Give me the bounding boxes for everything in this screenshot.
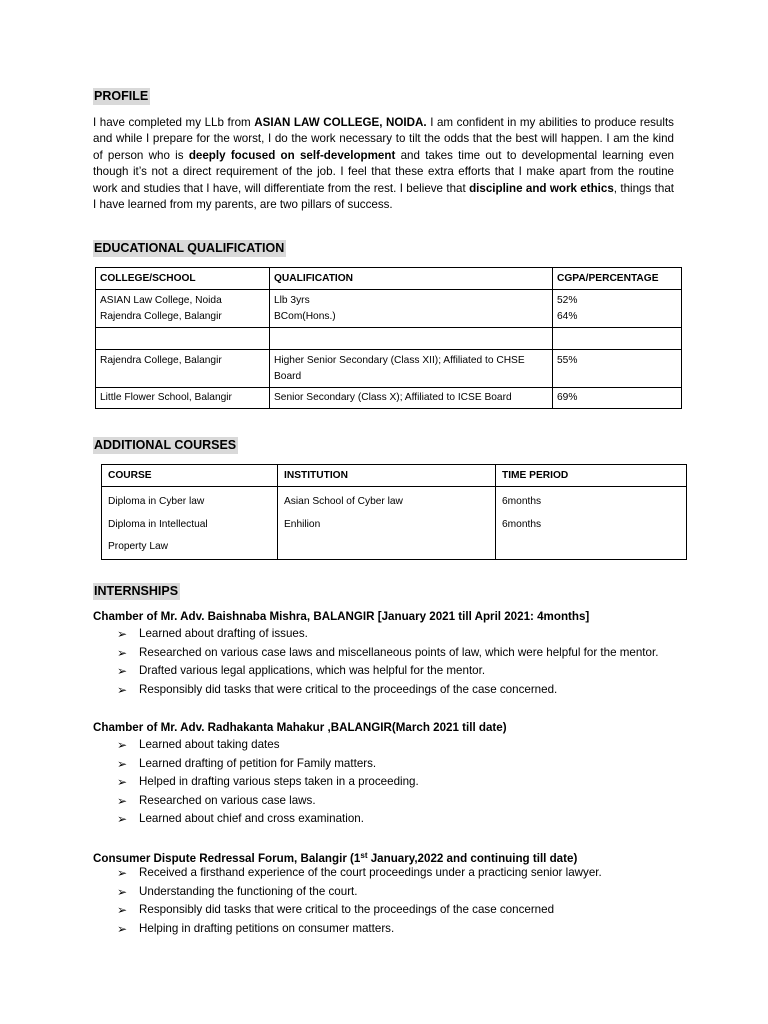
arrow-bullet-icon: ➢ — [116, 812, 128, 827]
table-cell — [96, 290, 270, 328]
table-cell — [102, 487, 278, 560]
list-item — [115, 625, 680, 644]
table-cell — [553, 328, 682, 350]
arrow-bullet-icon: ➢ — [116, 903, 128, 918]
arrow-bullet-icon: ➢ — [116, 664, 128, 679]
bullet-text: Responsibly did tasks that were critical to the proceedings of the case concerned. — [139, 682, 558, 696]
list-item — [115, 736, 680, 755]
table-row — [96, 350, 682, 388]
bullet-text: Drafted various legal applications, which was helpful for the mentor. — [139, 664, 486, 678]
column-header: COLLEGE/SCHOOL — [96, 268, 270, 290]
education-table — [95, 267, 682, 409]
institution: Enhilion — [284, 518, 321, 530]
course-name: Diploma in Cyber law — [108, 496, 205, 507]
table-cell — [278, 487, 496, 560]
college-name: Little Flower School, Balangir — [96, 388, 270, 409]
percentage: 55% — [553, 350, 682, 388]
arrow-bullet-icon: ➢ — [116, 793, 128, 808]
qualification: Llb 3yrs — [274, 295, 310, 306]
time-period: 6months — [502, 496, 542, 507]
list-item — [115, 662, 680, 681]
list-item — [115, 810, 680, 829]
column-header: INSTITUTION — [278, 465, 496, 487]
arrow-bullet-icon: ➢ — [116, 756, 128, 771]
bullet-text: Learned about drafting of issues. — [139, 627, 308, 640]
table-header-row — [96, 268, 682, 290]
profile-text-3: and takes time out to developmental learning even though it’s not a direct requirement of the job. I feel that these extra efforts that I make apart from the routine work and studies that I have, will differentiate from the rest. I believe that — [93, 148, 674, 195]
institution: Asian School of Cyber law — [284, 496, 403, 507]
table-row — [96, 290, 682, 328]
bullet-text: Understanding the functioning of the court. — [139, 884, 358, 898]
internship-1-list — [115, 625, 680, 699]
arrow-bullet-icon: ➢ — [116, 884, 128, 899]
arrow-bullet-icon: ➢ — [116, 921, 128, 936]
course-name: Diploma in Intellectual — [108, 518, 208, 530]
table-cell — [270, 328, 553, 350]
list-item — [115, 864, 680, 883]
internship-title: Chamber of Mr. Adv. Radhakanta Mahakur ,BALANGIR(March 2021 till date) — [93, 721, 507, 734]
table-cell — [496, 487, 687, 560]
college-name: Rajendra College, Balangir — [96, 350, 270, 388]
profile-focus: deeply focused on self-development — [188, 148, 396, 162]
table-cell — [270, 290, 553, 328]
bullet-text: Learned about chief and cross examination. — [139, 812, 364, 826]
college-name: ASIAN Law College, Noida — [100, 295, 222, 306]
time-period: 6months — [502, 518, 542, 530]
profile-text-1: I have completed my LLb from — [93, 116, 255, 129]
column-header: CGPA/PERCENTAGE — [553, 268, 682, 290]
table-row-empty — [96, 328, 682, 350]
column-header: COURSE — [102, 465, 278, 487]
course-name: Property Law — [108, 541, 169, 552]
bullet-text: Researched on various case laws and miscellaneous points of law, which were helpful for the mentor. — [139, 645, 659, 659]
qualification: Higher Senior Secondary (Class XII); Affiliated to CHSE Board — [270, 350, 553, 388]
college-name: Rajendra College, Balangir — [100, 310, 222, 322]
education-heading: EDUCATIONAL QUALIFICATION — [94, 241, 285, 255]
table-row — [102, 487, 687, 560]
internship-title: Chamber of Mr. Adv. Baishnaba Mishra, BALANGIR [January 2021 till April 2021: 4months] — [93, 610, 590, 623]
profile-ethics: discipline and work ethics — [469, 181, 614, 195]
list-item — [115, 920, 680, 939]
list-item — [115, 773, 680, 792]
table-cell — [553, 290, 682, 328]
list-item — [115, 792, 680, 811]
column-header: QUALIFICATION — [270, 268, 553, 290]
profile-paragraph — [93, 115, 674, 213]
internship-3-list — [115, 864, 680, 938]
list-item — [115, 755, 680, 774]
qualification: BCom(Hons.) — [274, 310, 336, 322]
table-header-row — [102, 465, 687, 487]
bullet-text: Researched on various case laws. — [139, 793, 316, 807]
arrow-bullet-icon: ➢ — [116, 682, 128, 697]
title-superscript: st — [360, 851, 368, 860]
percentage: 52% — [557, 295, 578, 306]
profile-text-2: I am confident in my abilities to produce results and while I prepare for the worst, I do the work necessary to tilt the odds that the best will happen. I am the kind of person who is — [93, 116, 674, 162]
list-item — [115, 901, 680, 920]
percentage: 69% — [553, 388, 682, 409]
table-cell — [96, 328, 270, 350]
list-item — [115, 681, 680, 700]
column-header: TIME PERIOD — [496, 465, 687, 487]
table-row — [96, 388, 682, 409]
arrow-bullet-icon: ➢ — [116, 775, 128, 790]
arrow-bullet-icon: ➢ — [116, 645, 128, 660]
title-text: January,2022 and continuing till date) — [367, 852, 578, 865]
internships-heading: INTERNSHIPS — [94, 584, 179, 598]
qualification: Senior Secondary (Class X); Affiliated to ICSE Board — [270, 388, 553, 409]
list-item — [115, 644, 680, 663]
profile-heading: PROFILE — [94, 89, 149, 103]
arrow-bullet-icon: ➢ — [116, 866, 128, 880]
internship-2-list — [115, 736, 680, 829]
bullet-text: Helping in drafting petitions on consumer matters. — [139, 921, 395, 935]
title-text: Consumer Dispute Redressal Forum, Balangir (1 — [93, 852, 361, 865]
arrow-bullet-icon: ➢ — [116, 627, 128, 641]
bullet-text: Received a firsthand experience of the court proceedings under a practicing senior lawyer. — [139, 866, 602, 879]
bullet-text: Responsibly did tasks that were critical to the proceedings of the case concerned — [139, 903, 555, 917]
bullet-text: Learned about taking dates — [139, 738, 280, 751]
profile-college: ASIAN LAW COLLEGE, NOIDA. — [254, 116, 427, 129]
profile-text-4: , things that I have learned from my parents, are two pillars of success. — [93, 181, 674, 212]
courses-table — [101, 464, 687, 560]
courses-heading: ADDITIONAL COURSES — [94, 438, 237, 452]
list-item — [115, 883, 680, 902]
bullet-text: Helped in drafting various steps taken in a proceeding. — [139, 775, 419, 789]
percentage: 64% — [557, 310, 578, 322]
bullet-text: Learned drafting of petition for Family matters. — [139, 756, 377, 770]
arrow-bullet-icon: ➢ — [116, 738, 128, 752]
